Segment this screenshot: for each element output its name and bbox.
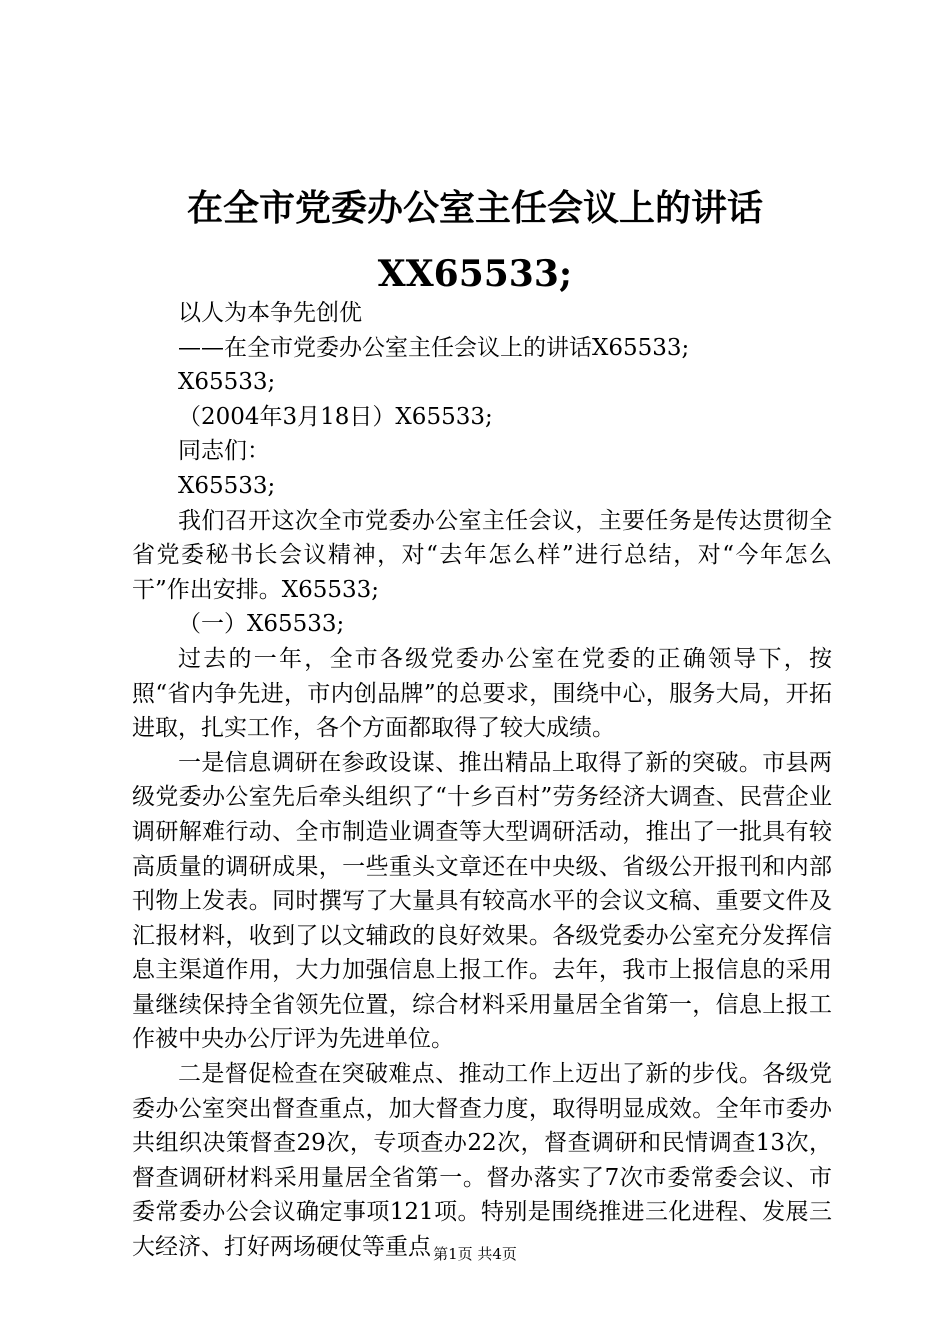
subtitle-paragraph: 以人为本争先创优 [178, 300, 362, 326]
body-paragraph: X65533; [178, 369, 276, 396]
document-body [132, 296, 832, 1265]
body-paragraph: 一是信息调研在参政设谋、推出精品上取得了新的突破。市县两级党委办公室先后牵头组织了“十乡百村”劳务经济大调查、民营企业调研解难行动、全市制造业调查等大型调研活动，推出了一批具有较高质量的调研成果，一些重头文章还在中央级、省级公开报刊和内部刊物上发表。同时撰写了大量具有较高水平的会议文稿、重要文件及汇报材料，收到了以文辅政的良好效果。各级党委办公室充分发挥信息主渠道作用，大力加强信息上报工作。去年，我市上报信息的采用量继续保持全省领先位置，综合材料采用量居全省第一，信息上报工作被中央办公厅评为先进单位。 [132, 749, 832, 1053]
date-paragraph: （2004年3月18日）X65533; [178, 403, 493, 430]
document-title: 在全市党委办公室主任会议上的讲话 [186, 187, 763, 229]
page-number-footer: 第1页 共4页 [433, 1245, 517, 1263]
body-paragraph: 过去的一年，全市各级党委办公室在党委的正确领导下，按照“省内争先进，市内创品牌”的总要求，围绕中心，服务大局，开拓进取，扎实工作，各个方面都取得了较大成绩。 [132, 645, 832, 742]
body-paragraph: X65533; [178, 472, 276, 499]
speech-heading-paragraph: ——在全市党委办公室主任会议上的讲话X65533; [178, 334, 690, 361]
document-title-suffix: XX65533; [377, 253, 573, 295]
body-paragraph: 我们召开这次全市党委办公室主任会议，主要任务是传达贯彻全省党委秘书长会议精神，对“去年怎么样”进行总结，对“今年怎么干”作出安排。X65533; [132, 507, 832, 603]
salutation-paragraph: 同志们： [178, 438, 270, 465]
body-paragraph: 二是督促检查在突破难点、推动工作上迈出了新的步伐。各级党委办公室突出督查重点，加大督查力度，取得明显成效。全年市委办共组织决策督查29次，专项查办22次，督查调研和民情调查13次，督查调研材料采用量居全省第一。督办落实了7次市委常委会议、市委常委办公会议确定事项121项。特别是围绕推进三化进程、发展三大经济、打好两场硬仗等重点 [132, 1061, 832, 1261]
section-heading-paragraph: （一）X65533; [178, 611, 345, 638]
